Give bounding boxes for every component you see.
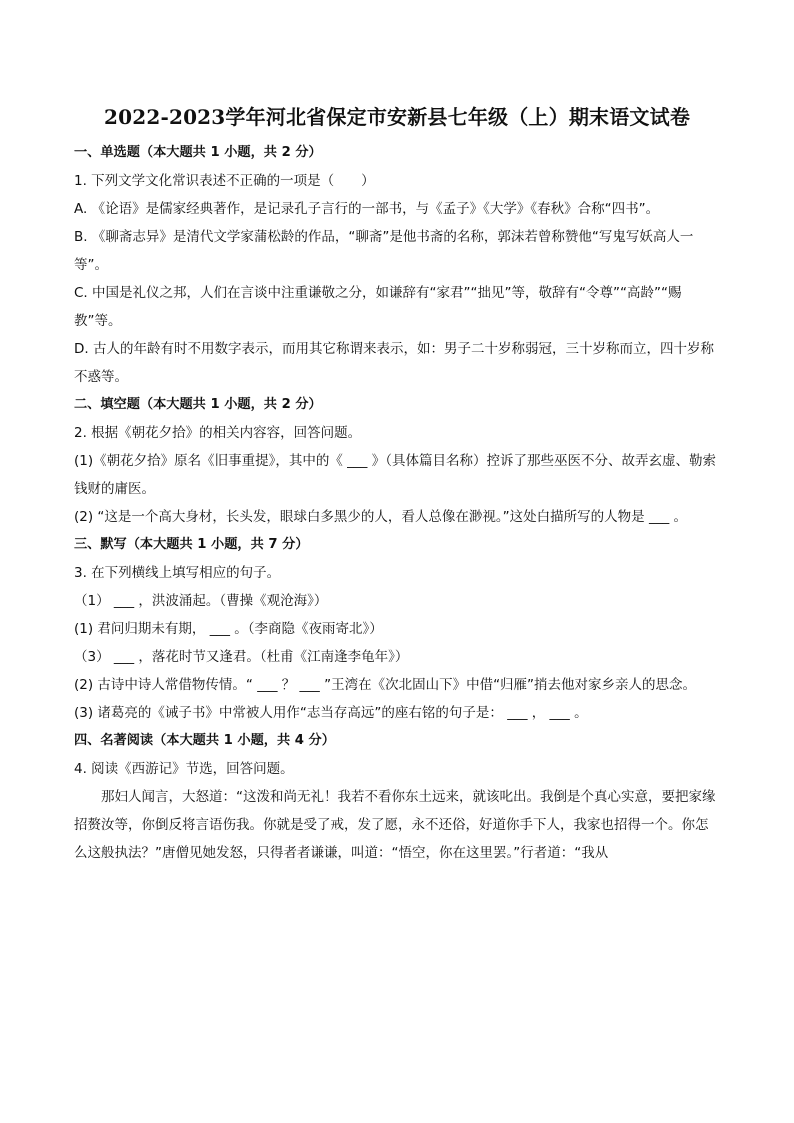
- question-4-stem: 4. 阅读《西游记》节选，回答问题。: [74, 761, 294, 777]
- question-3-line-2: (1) 君问归期未有期， ___ 。（李商隐《夜雨寄北》）: [74, 621, 383, 637]
- question-2-part-1: (1)《朝花夕拾》原名《旧事重提》，其中的《 ___ 》（具体篇目名称）控诉了那些巫医不分、故弄玄虚、勒索钱财的庸医。: [74, 453, 716, 497]
- option-b: B. 《聊斋志异》是清代文学家蒲松龄的作品，“聊斋”是他书斋的名称，郭沫若曾称赞他“写鬼写妖高人一等”。: [74, 229, 694, 273]
- question-3-line-3: （3） ___ ，落花时节又逢君。（杜甫《江南逢李龟年》）: [74, 649, 409, 665]
- section-heading: 二、填空题（本大题共 1 小题，共 2 分）: [74, 397, 322, 412]
- question-2-stem: 2. 根据《朝花夕拾》的相关内容容，回答问题。: [74, 425, 362, 441]
- question-3-line-4: (2) 古诗中诗人常借物传情。“ ___ ？ ___ ”王湾在《次北固山下》中借“归雁”捎去他对家乡亲人的思念。: [74, 677, 697, 693]
- section-heading: 三、默写（本大题共 1 小题，共 7 分）: [74, 537, 309, 552]
- option-a: A. 《论语》是儒家经典著作，是记录孔子言行的一部书，与《孟子》《大学》《春秋》合称“四书”。: [74, 201, 660, 217]
- section-single-choice: [74, 139, 720, 391]
- section-heading: 一、单选题（本大题共 1 小题，共 2 分）: [74, 145, 322, 160]
- section-fill-blank: [74, 391, 720, 531]
- option-d: D. 古人的年龄有时不用数字表示，而用其它称谓来表示，如：男子二十岁称弱冠，三十岁称而立，四十岁称不惑等。: [74, 341, 714, 385]
- question-2-part-2: (2) “这是一个高大身材，长头发，眼球白多黑少的人，看人总像在渺视。”这处白描所写的人物是 ___ 。: [74, 509, 687, 525]
- reading-passage: 那妇人闻言，大怒道：“这泼和尚无礼！我若不看你东土远来，就该叱出。我倒是个真心实意，要把家缘招赘汝等，你倒反将言语伤我。你就是受了戒，发了愿，永不还俗，好道你手下人，我家也招得一个。你怎么这般执法？”唐僧见她发怒，只得者者谦谦，叫道：“悟空，你在这里罢。”行者道：“我从: [74, 789, 716, 861]
- option-c: C. 中国是礼仪之邦，人们在言谈中注重谦敬之分，如谦辞有“家君”“拙见”等，敬辞有“令尊”“高龄”“赐教”等。: [74, 285, 682, 329]
- question-3-line-1: （1） ___ ，洪波涌起。（曹操《观沧海》）: [74, 593, 328, 609]
- section-classic-reading: [74, 727, 720, 867]
- question-1-stem: 1. 下列文学文化常识表述不正确的一项是（ ）: [74, 173, 375, 189]
- question-3-line-5: (3) 诸葛亮的《诫子书》中常被人用作“志当存高远”的座右铭的句子是： ___ ， ___ 。: [74, 705, 588, 721]
- question-3-stem: 3. 在下列横线上填写相应的句子。: [74, 565, 281, 581]
- exam-title: 2022-2023学年河北省保定市安新县七年级（上）期末语文试卷: [103, 105, 691, 129]
- section-heading: 四、名著阅读（本大题共 1 小题，共 4 分）: [74, 733, 335, 748]
- section-dictation: [74, 531, 720, 727]
